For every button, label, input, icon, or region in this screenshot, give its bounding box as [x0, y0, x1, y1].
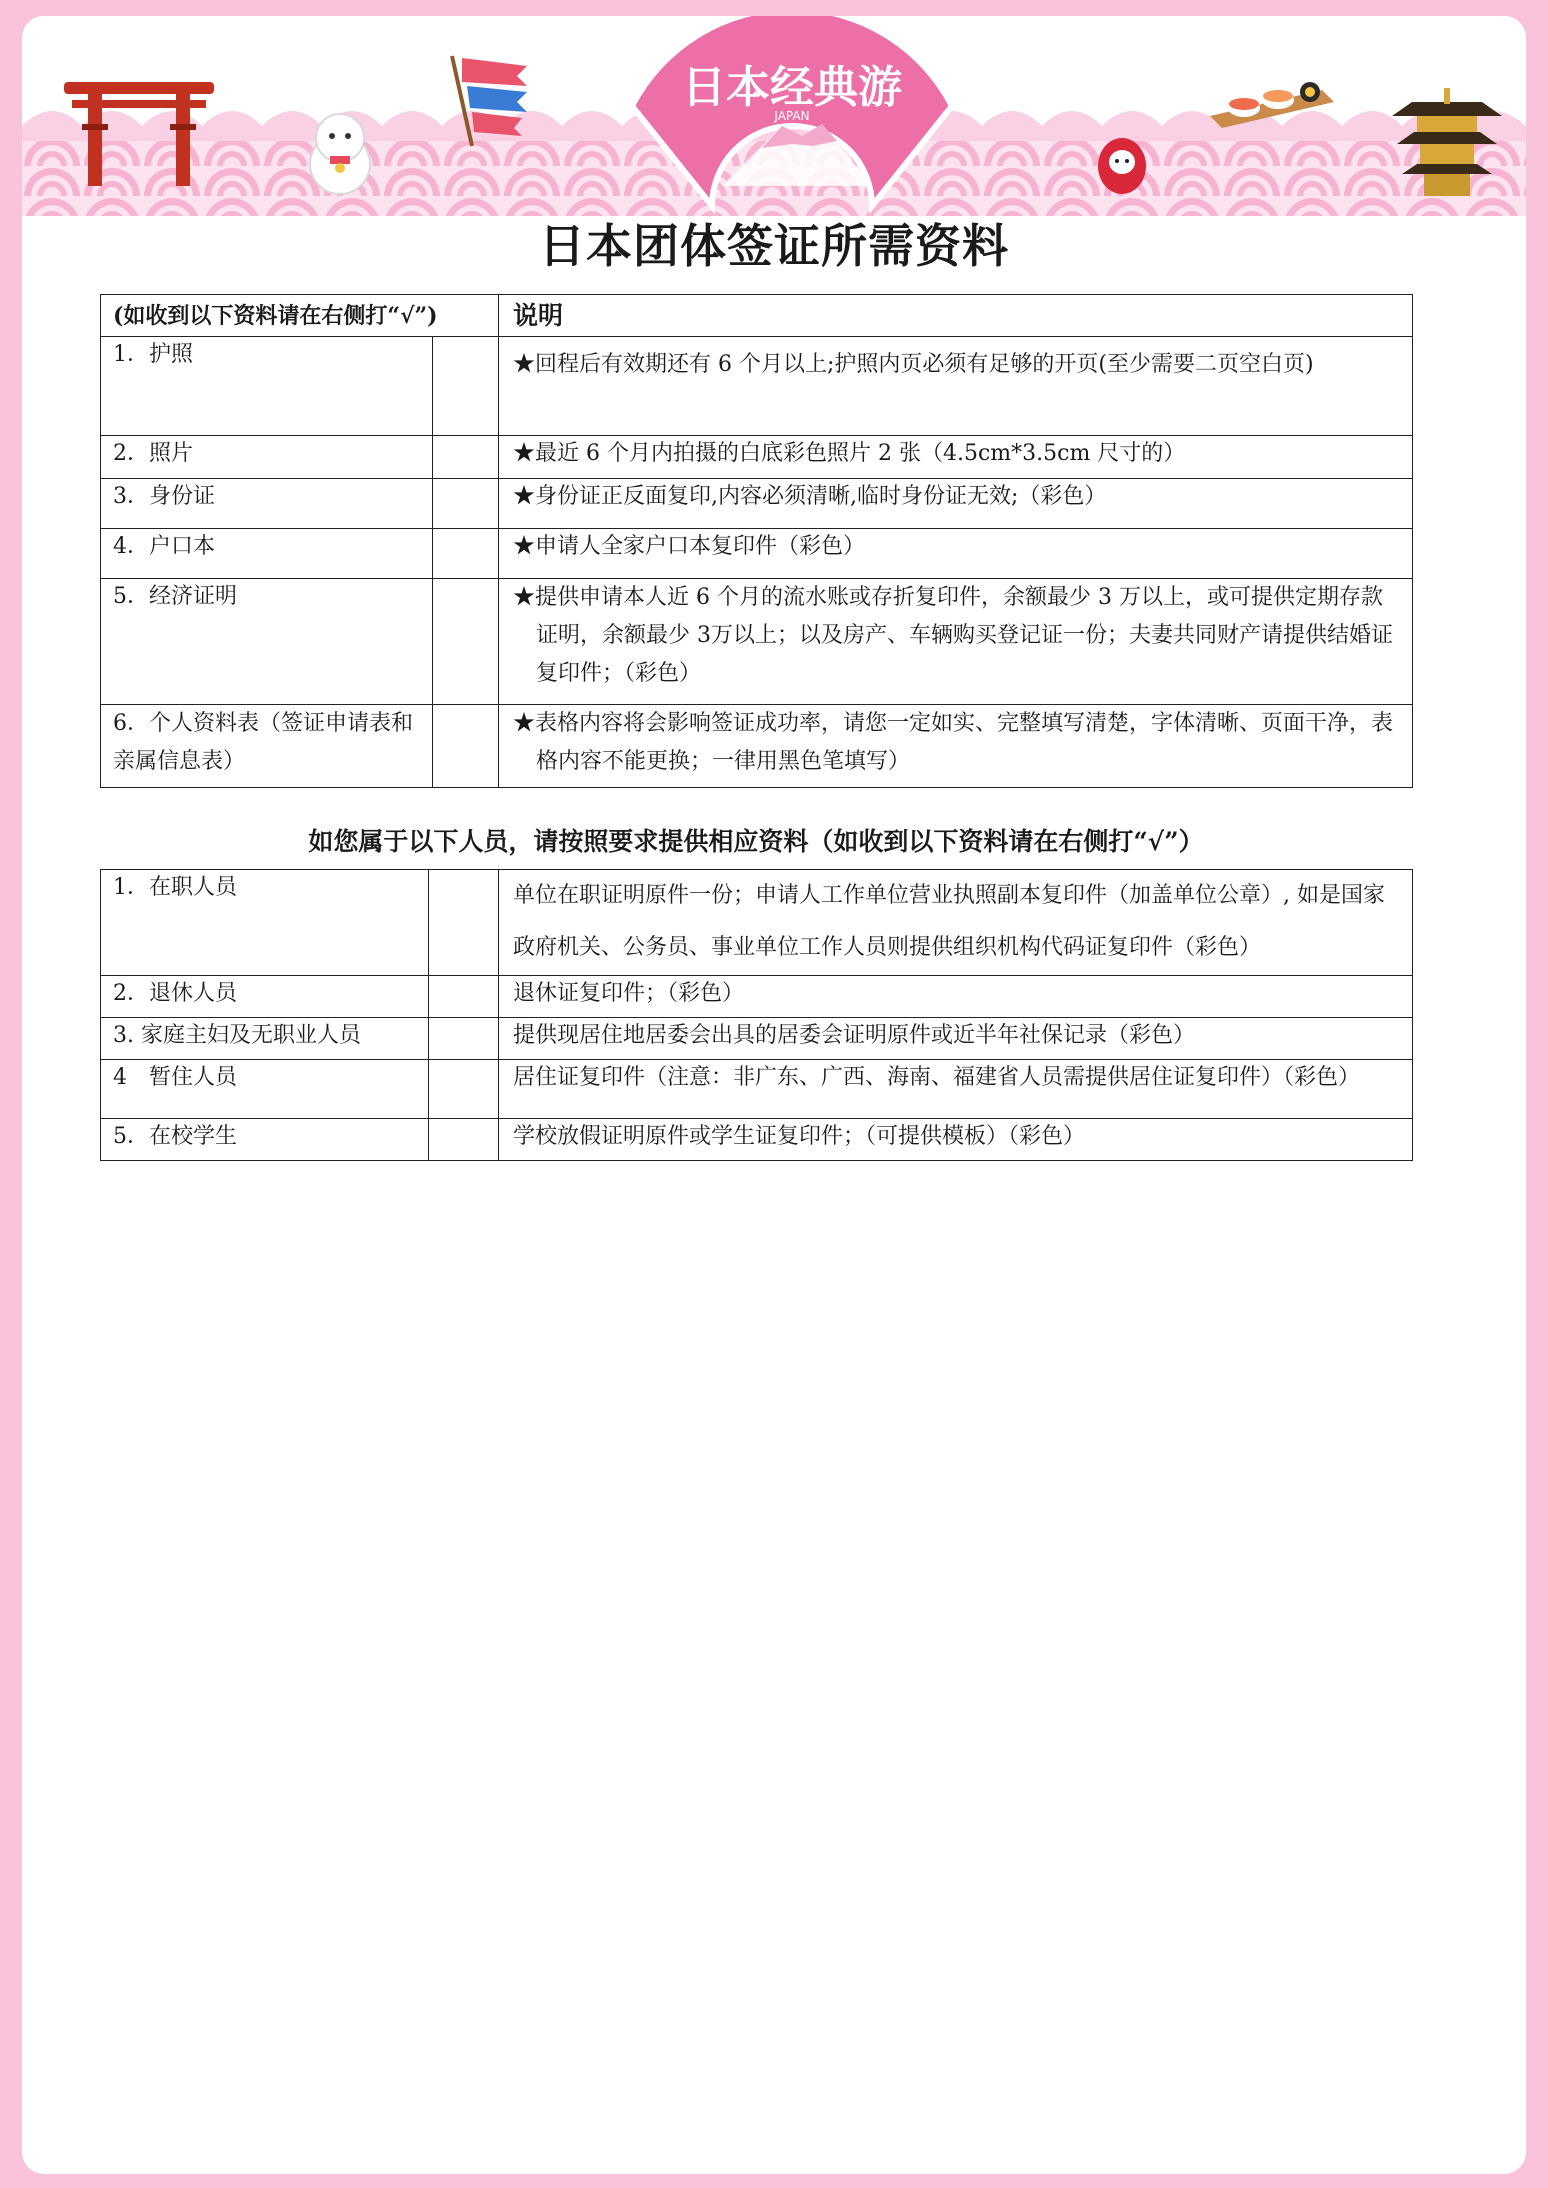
logo-text: 日本经典游 — [682, 62, 902, 113]
checkbox-passport[interactable] — [433, 337, 499, 436]
logo-subtext: JAPAN — [774, 109, 810, 123]
applicant-category-table — [100, 869, 1413, 1161]
table-row — [101, 479, 1413, 529]
table-header-row — [101, 295, 1413, 337]
checkbox-photo[interactable] — [433, 436, 499, 479]
item-id-card: 3．身份证 — [101, 479, 433, 529]
table-row — [101, 976, 1413, 1018]
table-row — [101, 1060, 1413, 1119]
checkbox-employed[interactable] — [429, 870, 499, 976]
lucky-cat-icon — [310, 114, 370, 194]
table-row — [101, 1119, 1413, 1161]
desc-student: 学校放假证明原件或学生证复印件；（可提供模板）（彩色） — [499, 1119, 1413, 1161]
desc-photo: ★最近 6 个月内拍摄的白底彩色照片 2 张（4.5cm*3.5cm 尺寸的） — [499, 436, 1413, 479]
table-row — [101, 705, 1413, 788]
checkbox-household-register[interactable] — [433, 529, 499, 579]
desc-passport: ★回程后有效期还有 6 个月以上;护照内页必须有足够的开页(至少需要二页空白页) — [499, 337, 1413, 436]
japan-banner — [22, 16, 1526, 216]
item-passport: 1．护照 — [101, 337, 433, 436]
checkbox-retired[interactable] — [429, 976, 499, 1018]
desc-homemaker: 提供现居住地居委会出具的居委会证明原件或近半年社保记录（彩色） — [499, 1018, 1413, 1060]
table-row — [101, 579, 1413, 705]
desc-id-card: ★身份证正反面复印,内容必须清晰,临时身份证无效;（彩色） — [499, 479, 1413, 529]
table-row — [101, 436, 1413, 479]
item-homemaker: 3. 家庭主妇及无职业人员 — [101, 1018, 429, 1060]
checkbox-temporary-resident[interactable] — [429, 1060, 499, 1119]
header-description: 说明 — [499, 295, 1413, 337]
desc-retired: 退休证复印件；（彩色） — [499, 976, 1413, 1018]
section-subtitle: 如您属于以下人员，请按照要求提供相应资料（如收到以下资料请在右侧打“√”） — [308, 827, 1204, 856]
checkbox-student[interactable] — [429, 1119, 499, 1161]
table-row — [101, 529, 1413, 579]
checkbox-personal-info-form[interactable] — [433, 705, 499, 788]
desc-temporary-resident: 居住证复印件（注意：非广东、广西、海南、福建省人员需提供居住证复印件）（彩色） — [499, 1060, 1413, 1119]
desc-employed: 单位在职证明原件一份；申请人工作单位营业执照副本复印件（加盖单位公章）, 如是国家政府机关、公务员、事业单位工作人员则提供组织机构代码证复印件（彩色） — [499, 870, 1413, 976]
desc-household-register: ★申请人全家户口本复印件（彩色） — [499, 529, 1413, 579]
page-title: 日本团体签证所需资料 — [539, 219, 1009, 273]
daruma-icon — [1098, 138, 1146, 194]
header-checklist: (如收到以下资料请在右侧打“√”) — [101, 295, 499, 337]
table-row — [101, 1018, 1413, 1060]
item-employed: 1．在职人员 — [101, 870, 429, 976]
item-temporary-resident: 4 暂住人员 — [101, 1060, 429, 1119]
checkbox-financial-proof[interactable] — [433, 579, 499, 705]
checkbox-id-card[interactable] — [433, 479, 499, 529]
item-financial-proof: 5．经济证明 — [101, 579, 433, 705]
checkbox-homemaker[interactable] — [429, 1018, 499, 1060]
item-student: 5．在校学生 — [101, 1119, 429, 1161]
table-row — [101, 870, 1413, 976]
item-photo: 2．照片 — [101, 436, 433, 479]
item-retired: 2．退休人员 — [101, 976, 429, 1018]
desc-personal-info-form: ★表格内容将会影响签证成功率，请您一定如实、完整填写清楚，字体清晰、页面干净，表格内容不能更换；一律用黑色笔填写） — [499, 705, 1413, 788]
desc-financial-proof: ★提供申请本人近 6 个月的流水账或存折复印件，余额最少 3 万以上，或可提供定期存款证明，余额最少 3万以上；以及房产、车辆购买登记证一份；夫妻共同财产请提供结婚证复印件；（彩色） — [499, 579, 1413, 705]
table-row — [101, 337, 1413, 436]
item-personal-info-form: 6．个人资料表（签证申请表和亲属信息表） — [101, 705, 433, 788]
item-household-register: 4．户口本 — [101, 529, 433, 579]
required-documents-table — [100, 294, 1413, 788]
